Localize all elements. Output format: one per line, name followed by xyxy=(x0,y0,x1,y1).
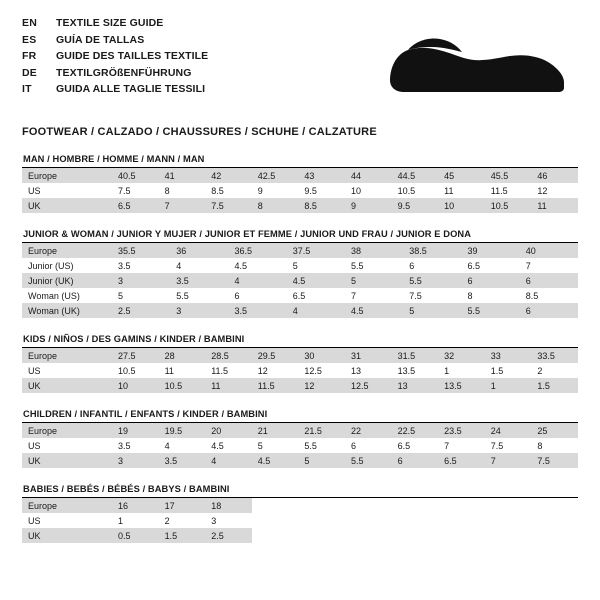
size-cell: 3 xyxy=(112,273,170,288)
size-cell: 5.5 xyxy=(462,303,520,318)
page-title: FOOTWEAR / CALZADO / CHAUSSURES / SCHUHE / CALZATURE xyxy=(22,126,377,138)
size-cell xyxy=(485,498,532,513)
size-cell: 13.5 xyxy=(438,378,485,393)
size-cell: 40 xyxy=(520,243,578,258)
size-cell: 10.5 xyxy=(485,198,532,213)
size-cell: 3.5 xyxy=(229,303,287,318)
table-row xyxy=(22,198,578,213)
size-cell: 4 xyxy=(287,303,345,318)
size-cell: 46 xyxy=(531,168,578,183)
size-cell: 6.5 xyxy=(467,260,481,271)
size-cell: 1.5 xyxy=(531,378,578,393)
size-cell: 8.5 xyxy=(525,290,539,301)
size-cell: 23.5 xyxy=(438,423,485,438)
size-cell: 45 xyxy=(438,168,485,183)
size-cell xyxy=(392,513,439,528)
language-title: TEXTILGRÖßENFÜHRUNG xyxy=(56,66,192,79)
size-cell: 10.5 xyxy=(397,185,416,196)
size-cell: 5 xyxy=(403,303,461,318)
size-cell: 12 xyxy=(537,185,548,196)
size-group xyxy=(22,229,578,318)
table-row xyxy=(22,438,578,453)
size-cell: 1 xyxy=(485,378,532,393)
size-cell: 10 xyxy=(112,378,159,393)
size-cell: 8 xyxy=(164,185,170,196)
size-cell: 9.5 xyxy=(392,198,439,213)
size-table xyxy=(22,243,578,318)
language-code: EN xyxy=(22,17,37,29)
language-title: GUIDA ALLE TAGLIE TESSILI xyxy=(56,83,206,95)
size-cell: 1 xyxy=(118,515,124,526)
size-cell xyxy=(345,498,392,513)
size-cell: 7.5 xyxy=(409,290,422,301)
size-cell: 29.5 xyxy=(252,348,299,363)
row-label: Woman (US) xyxy=(28,290,80,301)
size-cell: 28.5 xyxy=(205,348,252,363)
size-cell: 8 xyxy=(467,290,473,301)
row-label: US xyxy=(28,185,41,196)
size-cell xyxy=(345,513,392,528)
language-title: GUÍA DE TALLAS xyxy=(56,33,145,46)
size-cell: 33.5 xyxy=(531,348,578,363)
size-cell: 42.5 xyxy=(252,168,299,183)
size-cell: 16 xyxy=(112,498,159,513)
size-cell: 11.5 xyxy=(252,378,299,393)
size-cell: 2 xyxy=(164,515,170,526)
size-cell: 45.5 xyxy=(485,168,532,183)
size-cell: 9 xyxy=(345,198,392,213)
size-cell: 5.5 xyxy=(403,273,461,288)
table-row xyxy=(22,258,578,273)
size-cell: 11.5 xyxy=(490,185,508,196)
size-cell: 19 xyxy=(112,423,159,438)
size-cell: 44 xyxy=(345,168,392,183)
size-cell: 11.5 xyxy=(211,365,229,376)
size-cell xyxy=(252,513,299,528)
size-cell: 8.5 xyxy=(298,198,345,213)
table-row xyxy=(22,363,578,378)
size-cell: 25 xyxy=(531,423,578,438)
size-cell: 17 xyxy=(159,498,206,513)
row-label: Europe xyxy=(22,498,112,513)
size-cell: 2 xyxy=(537,365,543,376)
size-cell xyxy=(485,513,532,528)
table-row xyxy=(22,183,578,198)
dress-shoe-icon xyxy=(382,30,572,102)
language-row xyxy=(22,16,208,33)
size-cell: 3.5 xyxy=(118,260,131,271)
size-group xyxy=(22,334,578,393)
size-cell: 5.5 xyxy=(304,440,317,451)
table-row xyxy=(22,273,578,288)
size-cell: 7 xyxy=(351,290,357,301)
size-cell: 1.5 xyxy=(159,528,206,543)
size-cell: 6.5 xyxy=(438,453,485,468)
size-cell: 35.5 xyxy=(112,243,170,258)
size-cell: 40.5 xyxy=(112,168,159,183)
size-cell: 5.5 xyxy=(345,453,392,468)
language-row xyxy=(22,49,208,66)
size-cell: 6.5 xyxy=(112,198,159,213)
size-cell: 10.5 xyxy=(159,378,206,393)
row-label: Europe xyxy=(22,243,112,258)
size-cell: 39 xyxy=(462,243,520,258)
size-cell: 7.5 xyxy=(490,440,504,451)
page-header xyxy=(22,16,578,108)
size-table xyxy=(22,423,578,468)
size-group-title: CHILDREN / INFANTIL / ENFANTS / KINDER / BAMBINI xyxy=(22,409,578,423)
table-row xyxy=(22,453,578,468)
size-cell: 22.5 xyxy=(392,423,439,438)
size-cell: 11 xyxy=(444,185,454,196)
row-label: UK xyxy=(22,453,112,468)
size-cell: 6 xyxy=(234,290,240,301)
size-cell: 27.5 xyxy=(112,348,159,363)
language-row xyxy=(22,33,208,50)
size-cell: 5 xyxy=(298,453,345,468)
language-code: ES xyxy=(22,33,37,46)
size-cell: 12.5 xyxy=(304,365,322,376)
size-cell xyxy=(298,528,345,543)
size-cell: 10.5 xyxy=(118,365,136,376)
size-cell: 33 xyxy=(485,348,532,363)
size-cell: 9 xyxy=(257,185,263,196)
size-cell: 5.5 xyxy=(176,290,189,301)
size-cell: 19.5 xyxy=(159,423,206,438)
table-row xyxy=(22,243,578,258)
language-row xyxy=(22,66,208,83)
row-label: UK xyxy=(22,198,112,213)
row-label: Europe xyxy=(22,423,112,438)
size-cell: 20 xyxy=(205,423,252,438)
size-cell: 36.5 xyxy=(229,243,287,258)
size-cell: 6 xyxy=(409,260,415,271)
size-cell: 11 xyxy=(531,198,578,213)
size-cell xyxy=(438,528,485,543)
row-label: Europe xyxy=(22,168,112,183)
size-table xyxy=(22,498,578,543)
size-cell: 12.5 xyxy=(345,378,392,393)
size-cell xyxy=(345,528,392,543)
size-cell: 32 xyxy=(438,348,485,363)
table-row xyxy=(22,303,578,318)
language-code: IT xyxy=(22,83,32,95)
table-row xyxy=(22,378,578,393)
size-cell: 6.5 xyxy=(397,440,411,451)
size-cell: 24 xyxy=(485,423,532,438)
size-cell: 6 xyxy=(462,273,520,288)
size-cell xyxy=(485,528,532,543)
size-cell: 3.5 xyxy=(170,273,228,288)
size-cell: 13 xyxy=(350,365,361,376)
size-cell: 4.5 xyxy=(211,440,224,451)
size-cell: 5 xyxy=(118,290,124,301)
size-cell: 38.5 xyxy=(403,243,461,258)
language-title-list xyxy=(22,16,208,99)
size-cell: 7 xyxy=(159,198,206,213)
size-cell xyxy=(298,513,345,528)
size-cell: 6 xyxy=(520,273,578,288)
size-cell: 10 xyxy=(350,185,361,196)
size-cell: 12 xyxy=(298,378,345,393)
size-cell: 31 xyxy=(345,348,392,363)
size-cell: 42 xyxy=(205,168,252,183)
size-cell: 4.5 xyxy=(287,273,345,288)
row-label: US xyxy=(28,515,41,526)
size-cell: 30 xyxy=(298,348,345,363)
size-cell: 18 xyxy=(205,498,252,513)
size-cell xyxy=(252,498,299,513)
size-cell: 31.5 xyxy=(392,348,439,363)
size-cell: 5 xyxy=(345,273,403,288)
size-cell xyxy=(531,513,578,528)
table-row xyxy=(22,498,578,513)
size-cell: 3 xyxy=(211,515,217,526)
size-table xyxy=(22,168,578,213)
language-title: GUIDE DES TAILLES TEXTILE xyxy=(56,50,209,62)
size-cell: 0.5 xyxy=(112,528,159,543)
size-cell: 21 xyxy=(252,423,299,438)
table-row xyxy=(22,168,578,183)
size-group-title: KIDS / NIÑOS / DES GAMINS / KINDER / BAMBINI xyxy=(22,334,578,348)
size-cell: 7 xyxy=(525,260,531,271)
size-cell: 7 xyxy=(485,453,532,468)
size-cell: 6 xyxy=(520,303,578,318)
size-cell: 7 xyxy=(444,440,450,451)
size-cell xyxy=(438,513,485,528)
size-cell: 6 xyxy=(350,440,356,451)
size-cell: 8 xyxy=(537,440,543,451)
size-cell: 3.5 xyxy=(159,453,206,468)
row-label: UK xyxy=(22,528,112,543)
size-cell: 2.5 xyxy=(112,303,170,318)
size-cell: 22 xyxy=(345,423,392,438)
size-cell: 1 xyxy=(444,365,450,376)
language-code: FR xyxy=(22,50,37,62)
row-label: UK xyxy=(22,378,112,393)
size-tables-container xyxy=(22,154,578,543)
size-cell: 13 xyxy=(392,378,439,393)
size-cell: 11 xyxy=(205,378,252,393)
size-cell: 10 xyxy=(438,198,485,213)
row-label: US xyxy=(28,365,41,376)
size-cell xyxy=(298,498,345,513)
row-label: US xyxy=(28,440,41,451)
size-cell xyxy=(392,498,439,513)
table-row xyxy=(22,423,578,438)
size-cell: 6.5 xyxy=(292,290,306,301)
size-cell: 38 xyxy=(345,243,403,258)
size-cell: 43 xyxy=(298,168,345,183)
size-cell: 9.5 xyxy=(304,185,317,196)
row-label: Junior (UK) xyxy=(22,273,112,288)
size-cell: 4 xyxy=(205,453,252,468)
size-cell: 4.5 xyxy=(345,303,403,318)
size-cell: 41 xyxy=(159,168,206,183)
language-code: DE xyxy=(22,66,37,79)
size-group xyxy=(22,484,578,543)
size-group-title: BABIES / BEBÉS / BÉBÉS / BABYS / BAMBINI xyxy=(22,484,578,498)
size-group xyxy=(22,409,578,468)
size-cell: 5 xyxy=(257,440,263,451)
size-cell: 11 xyxy=(164,365,174,376)
size-cell: 7.5 xyxy=(205,198,252,213)
size-cell: 8.5 xyxy=(211,185,224,196)
size-cell: 5.5 xyxy=(351,260,364,271)
size-cell: 2.5 xyxy=(205,528,252,543)
size-cell: 21.5 xyxy=(298,423,345,438)
size-cell: 7.5 xyxy=(118,185,131,196)
size-cell: 4 xyxy=(176,260,182,271)
language-title: TEXTILE SIZE GUIDE xyxy=(56,17,164,29)
row-label: Woman (UK) xyxy=(22,303,112,318)
size-cell: 4.5 xyxy=(252,453,299,468)
size-cell xyxy=(531,498,578,513)
row-label: Junior (US) xyxy=(28,260,74,271)
size-cell: 4 xyxy=(229,273,287,288)
language-row xyxy=(22,82,208,99)
size-cell xyxy=(392,528,439,543)
row-label: Europe xyxy=(22,348,112,363)
size-cell: 12 xyxy=(257,365,268,376)
size-cell: 44.5 xyxy=(392,168,439,183)
size-cell: 37.5 xyxy=(287,243,345,258)
size-group-title: MAN / HOMBRE / HOMME / MANN / MAN xyxy=(22,154,578,168)
size-cell xyxy=(531,528,578,543)
size-cell: 3 xyxy=(112,453,159,468)
size-cell: 3.5 xyxy=(118,440,131,451)
size-table xyxy=(22,348,578,393)
table-row xyxy=(22,528,578,543)
size-cell: 7.5 xyxy=(531,453,578,468)
table-row xyxy=(22,348,578,363)
size-cell: 36 xyxy=(170,243,228,258)
size-cell: 6 xyxy=(392,453,439,468)
table-row xyxy=(22,288,578,303)
size-cell xyxy=(252,528,299,543)
size-cell xyxy=(438,498,485,513)
size-group-title: JUNIOR & WOMAN / JUNIOR Y MUJER / JUNIOR ET FEMME / JUNIOR UND FRAU / JUNIOR E DONA xyxy=(22,229,578,243)
size-cell: 8 xyxy=(252,198,299,213)
table-row xyxy=(22,513,578,528)
size-cell: 4 xyxy=(164,440,170,451)
size-cell: 1.5 xyxy=(490,365,504,376)
size-cell: 28 xyxy=(159,348,206,363)
size-group xyxy=(22,154,578,213)
size-cell: 4.5 xyxy=(234,260,248,271)
size-cell: 13.5 xyxy=(397,365,416,376)
size-cell: 5 xyxy=(292,260,298,271)
size-cell: 3 xyxy=(170,303,228,318)
